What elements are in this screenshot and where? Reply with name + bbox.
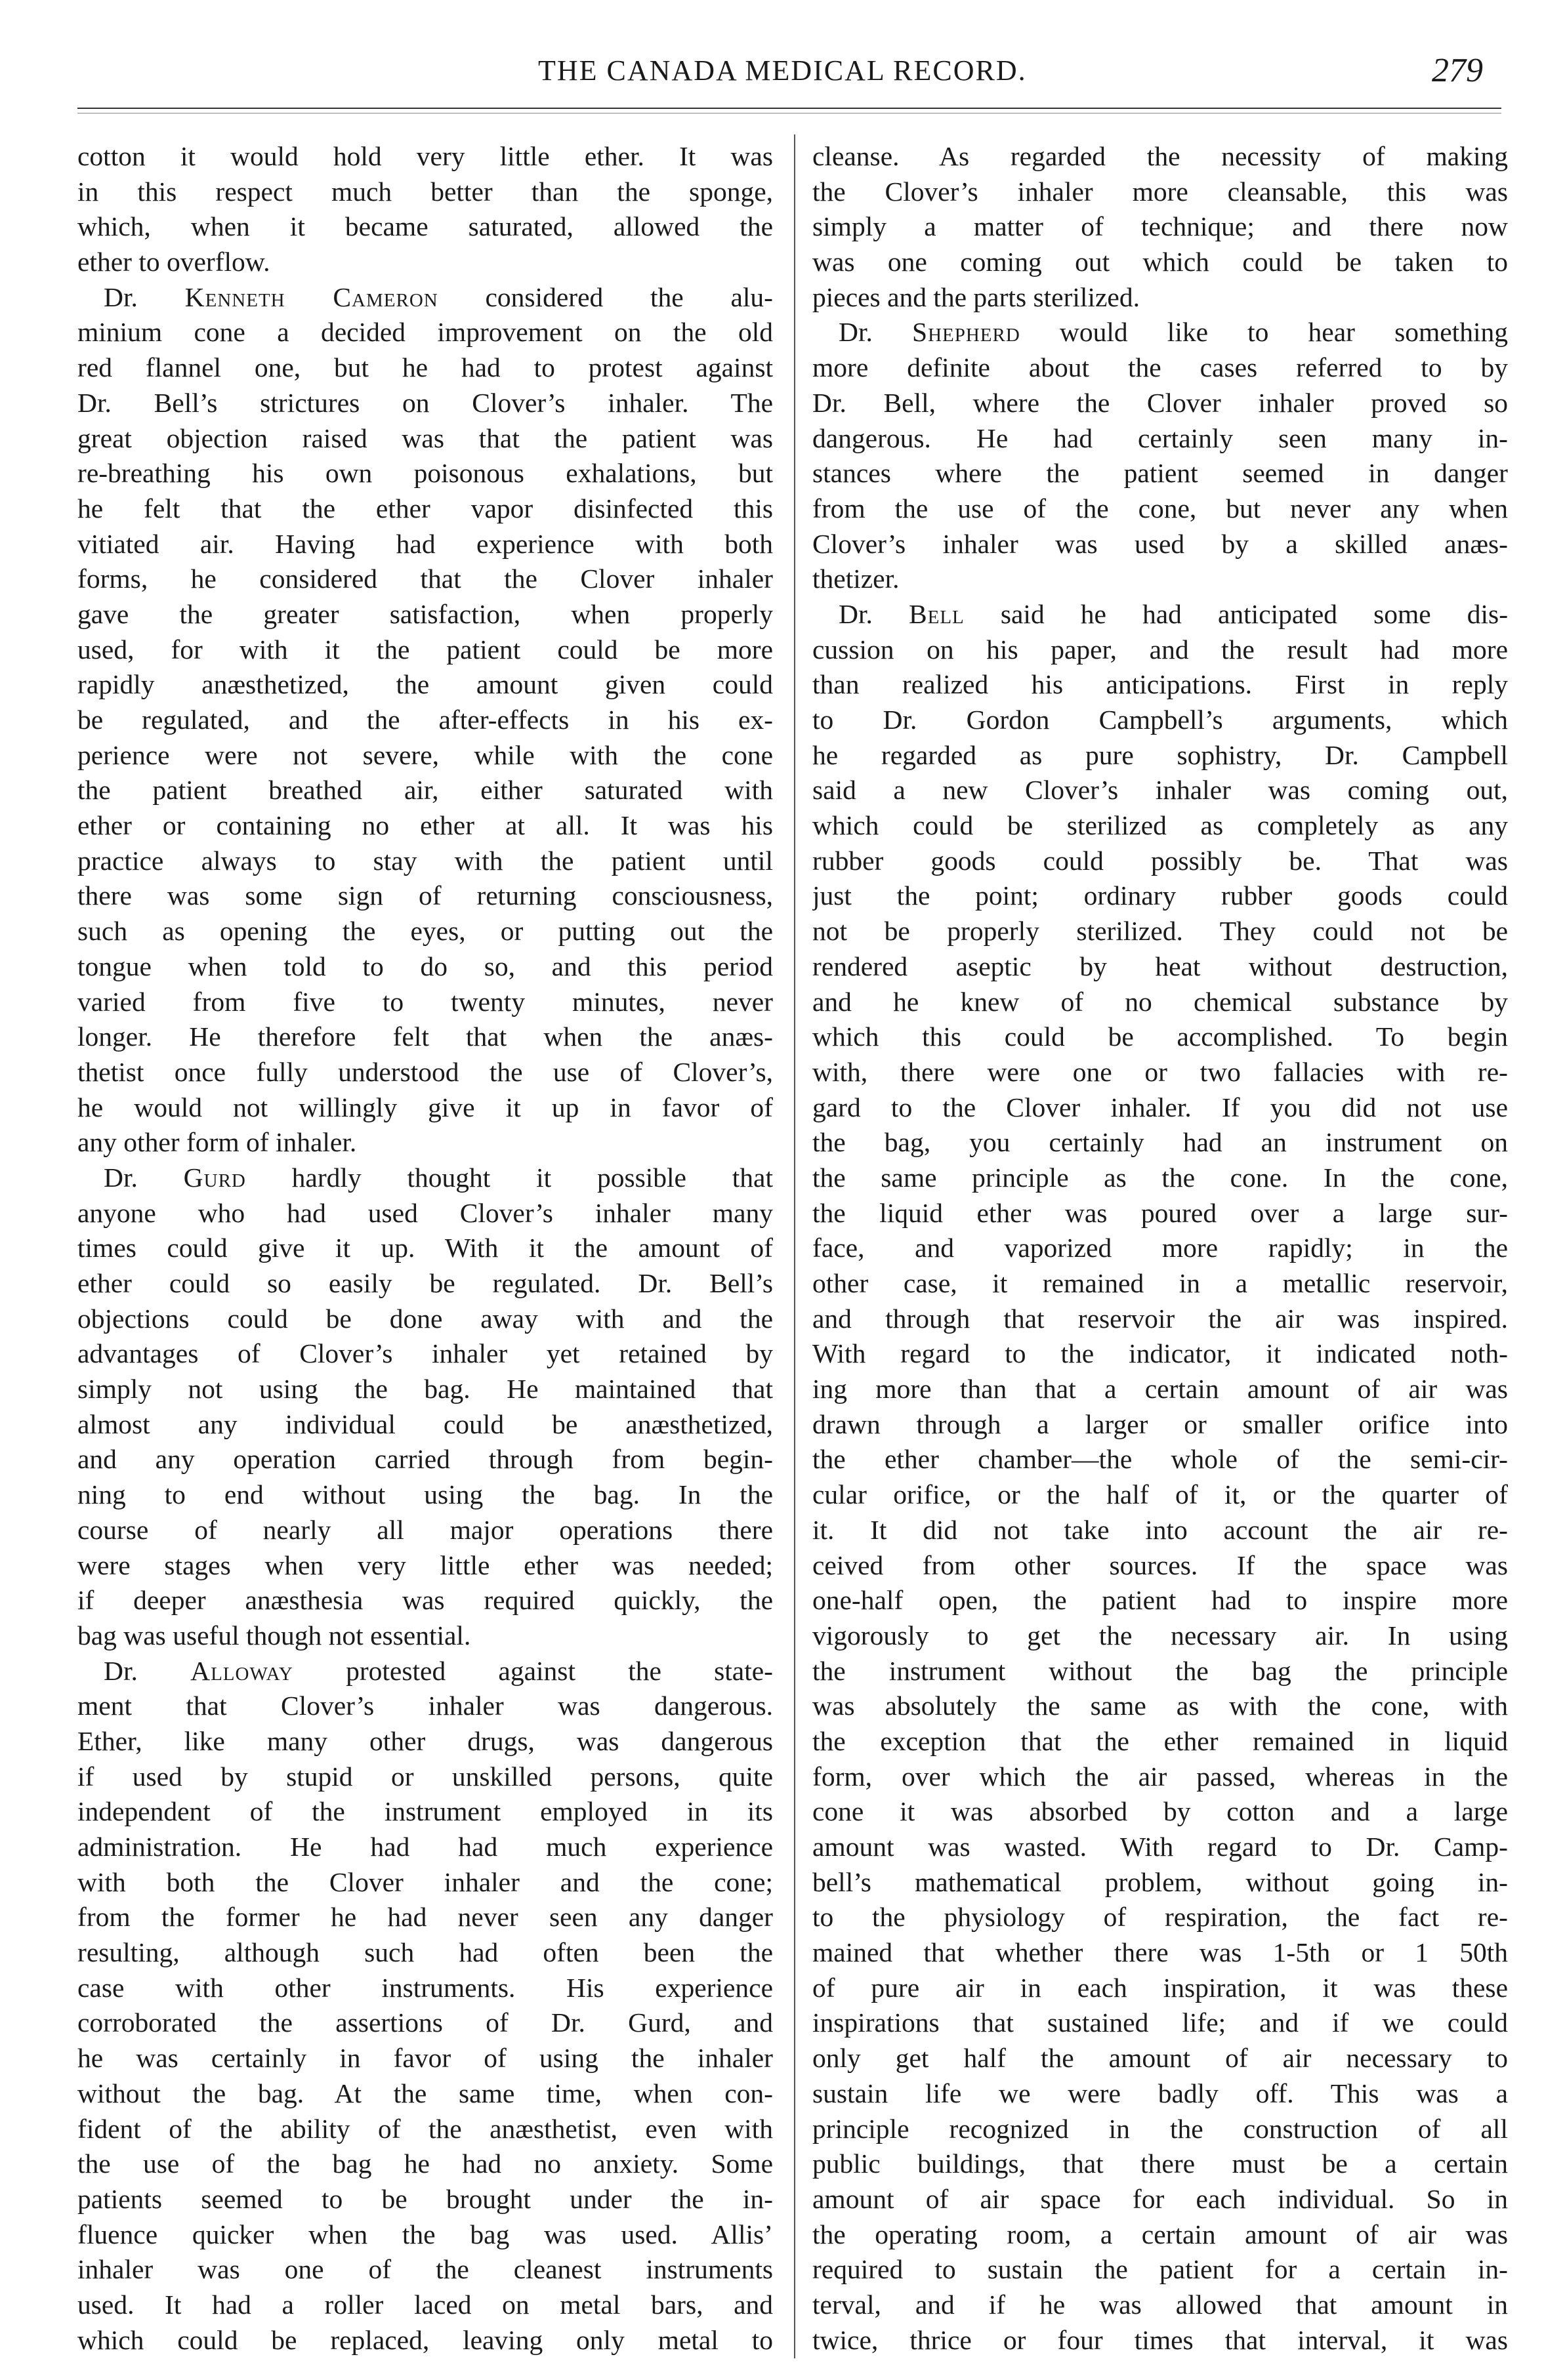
text-line: the operating room, a certain amount of air was [812,2219,1508,2249]
text-line: required to sustain the patient for a certain in- [812,2254,1508,2285]
text-line: of pure air in each inspiration, it was these [812,1972,1508,2003]
text-line: and any operation carried through from begin- [77,1444,773,1475]
text-line: stances where the patient seemed in danger [812,458,1508,489]
speaker-prefix: Dr. [104,1655,191,1686]
text-line: rapidly anæsthetized, the amount given could [77,669,773,700]
text-line: it. It did not take into account the air re- [812,1514,1508,1545]
text-line: vitiated air. Having had experience with both [77,528,773,559]
text-line: used, for with it the patient could be more [77,634,773,665]
text-line: forms, he considered that the Clover inhaler [77,564,773,594]
text-line: Dr. Bell’s strictures on Clover’s inhaler. The [77,387,773,418]
text-line: ing more than that a certain amount of air was [812,1374,1508,1405]
text-line: ether could so easily be regulated. Dr. Bell’s [77,1268,773,1298]
running-head [0,54,1565,100]
text-line: perience were not severe, while with the cone [77,739,773,770]
text-line: if deeper anæsthesia was required quickly, the [77,1585,773,1616]
line-text: hardly thought it possible that [245,1162,773,1193]
text-line: the liquid ether was poured over a large sur- [812,1197,1508,1228]
text-line: he would not willingly give it up in favor of [77,1092,773,1122]
text-line: practice always to stay with the patient until [77,845,773,876]
text-line: case with other instruments. His experience [77,1972,773,2003]
line-text: protested against the state- [293,1655,773,1686]
text-line: the same principle as the cone. In the cone, [812,1162,1508,1193]
text-line [77,1654,773,1689]
text-line: from the use of the cone, but never any when [812,493,1508,523]
text-line: amount was wasted. With regard to Dr. Camp- [812,1832,1508,1862]
text-line: varied from five to twenty minutes, never [77,986,773,1017]
text-line: course of nearly all major operations there [77,1514,773,1545]
text-line: which could be sterilized as completely as any [812,810,1508,841]
text-line: more definite about the cases referred to by [812,352,1508,383]
text-line: bell’s mathematical problem, without going in- [812,1866,1508,1897]
text-line: Dr. Bell, where the Clover inhaler proved so [812,387,1508,418]
text-line: was one coming out which could be taken to [812,247,1508,277]
text-line: fident of the ability of the anæsthetist, even with [77,2113,773,2144]
text-line: sustain life we were badly off. This was a [812,2078,1508,2108]
text-line: to Dr. Gordon Campbell’s arguments, which [812,705,1508,735]
text-line: the patient breathed air, either saturated with [77,775,773,806]
text-line: administration. He had had much experience [77,1832,773,1862]
header-rule [77,108,1501,109]
text-line: objections could be done away with and the [77,1303,773,1334]
text-line: ether to overflow. [77,247,270,277]
text-line: minium cone a decided improvement on the old [77,317,773,348]
text-line: advantages of Clover’s inhaler yet retained by [77,1338,773,1369]
line-text: said he had anticipated some dis- [964,598,1508,629]
text-line: cussion on his paper, and the result had more [812,634,1508,665]
text-line: tongue when told to do so, and this period [77,951,773,981]
text-line: cotton it would hold very little ether. It was [77,141,773,171]
text-line: he felt that the ether vapor disinfected this [77,493,773,523]
text-line: the bag, you certainly had an instrument on [812,1127,1508,1158]
text-line: pieces and the parts sterilized. [812,281,1140,312]
text-line: dangerous. He had certainly seen many in- [812,422,1508,453]
text-line: and he knew of no chemical substance by [812,986,1508,1017]
text-line: the ether chamber—the whole of the semi-cir- [812,1444,1508,1475]
text-line: he regarded as pure sophistry, Dr. Campbell [812,739,1508,770]
text-line: corroborated the assertions of Dr. Gurd, and [77,2007,773,2038]
speaker-name: Bell [908,598,965,629]
text-line: the instrument without the bag the principle [812,1655,1508,1686]
text-line: was absolutely the same as with the cone, with [812,1691,1508,1721]
speaker-name: Gurd [183,1162,246,1193]
text-line: ment that Clover’s inhaler was dangerous. [77,1691,773,1721]
text-line: only get half the amount of air necessary to [812,2043,1508,2074]
text-line [812,597,1508,632]
text-line: in this respect much better than the sponge, [77,176,773,207]
text-line: face, and vaporized more rapidly; in the [812,1233,1508,1263]
text-line: gard to the Clover inhaler. If you did not use [812,1092,1508,1122]
text-line: anyone who had used Clover’s inhaler many [77,1197,773,1228]
text-line: inhaler was one of the cleanest instruments [77,2254,773,2285]
left-column [77,139,773,2358]
text-line: not be properly sterilized. They could not be [812,916,1508,947]
journal-title: THE CANADA MEDICAL RECORD. [538,54,1027,87]
text-line: gave the greater satisfaction, when properly [77,598,773,629]
text-line: the Clover’s inhaler more cleansable, this was [812,176,1508,207]
speaker-name: Alloway [190,1655,293,1686]
text-line: than realized his anticipations. First in reply [812,669,1508,700]
text-line: rubber goods could possibly be. That was [812,845,1508,876]
text-line [77,280,773,316]
text-line [812,315,1508,350]
text-line: ether or containing no ether at all. It was his [77,810,773,841]
text-line: fluence quicker when the bag was used. Allis’ [77,2219,773,2249]
text-line: simply a matter of technique; and there now [812,211,1508,242]
text-line: cular orifice, or the half of it, or the quarter of [812,1479,1508,1510]
text-line: ning to end without using the bag. In the [77,1479,773,1510]
text-line: Clover’s inhaler was used by a skilled anæs- [812,528,1508,559]
column-divider [794,134,795,2358]
text-line: without the bag. At the same time, when con- [77,2078,773,2108]
text-line: be regulated, and the after-effects in his ex- [77,705,773,735]
text-line: were stages when very little ether was needed; [77,1549,773,1580]
text-line: there was some sign of returning consciousness, [77,880,773,911]
text-line: terval, and if he was allowed that amount in [812,2289,1508,2320]
text-line: vigorously to get the necessary air. In using [812,1620,1508,1651]
text-line: just the point; ordinary rubber goods could [812,880,1508,911]
text-line: cleanse. As regarded the necessity of making [812,141,1508,171]
text-line: the use of the bag he had no anxiety. Some [77,2148,773,2179]
text-line: Ether, like many other drugs, was dangerous [77,1725,773,1756]
text-line: longer. He therefore felt that when the anæs- [77,1021,773,1052]
text-line: one-half open, the patient had to inspire more [812,1585,1508,1616]
text-line: twice, thrice or four times that interval, it was [812,2324,1508,2355]
text-line [77,1160,773,1196]
text-line: independent of the instrument employed in its [77,1796,773,1827]
line-text: considered the alu- [438,281,773,312]
text-line: thetist once fully understood the use of Clover’s, [77,1056,773,1087]
text-line: thetizer. [812,564,900,594]
text-line: patients seemed to be brought under the in- [77,2183,773,2214]
right-column [812,139,1508,2358]
text-line: drawn through a larger or smaller orifice into [812,1408,1508,1439]
text-line: with, there were one or two fallacies with re- [812,1056,1508,1087]
text-line: such as opening the eyes, or putting out the [77,916,773,947]
text-line: mained that whether there was 1-5th or 1 50th [812,1937,1508,1968]
text-line: and through that reservoir the air was inspired. [812,1303,1508,1334]
line-text: would like to hear something [1020,317,1508,348]
speaker-prefix: Dr. [839,598,909,629]
text-line: form, over which the air passed, whereas in the [812,1761,1508,1792]
speaker-prefix: Dr. [104,1162,184,1193]
text-line: which, when it became saturated, allowed the [77,211,773,242]
text-line: cone it was absorbed by cotton and a large [812,1796,1508,1827]
text-line: which this could be accomplished. To begin [812,1021,1508,1052]
speaker-prefix: Dr. [104,281,185,312]
text-line: simply not using the bag. He maintained that [77,1374,773,1405]
text-line: used. It had a roller laced on metal bars, and [77,2289,773,2320]
text-line: re-breathing his own poisonous exhalations, but [77,458,773,489]
text-line: other case, it remained in a metallic reservoir, [812,1268,1508,1298]
text-line: he was certainly in favor of using the inhaler [77,2043,773,2074]
page-number: 279 [1432,52,1483,89]
text-line: red flannel one, but he had to protest against [77,352,773,383]
text-line: public buildings, that there must be a certain [812,2148,1508,2179]
text-line: from the former he had never seen any danger [77,1902,773,1933]
text-line: to the physiology of respiration, the fact re- [812,1902,1508,1933]
text-line: inspirations that sustained life; and if we could [812,2007,1508,2038]
speaker-prefix: Dr. [839,317,912,348]
speaker-name: Shepherd [912,317,1020,348]
text-line: rendered aseptic by heat without destruction, [812,951,1508,981]
text-line: ceived from other sources. If the space was [812,1549,1508,1580]
speaker-name: Kenneth Cameron [184,281,438,312]
text-line: With regard to the indicator, it indicated noth- [812,1338,1508,1369]
text-line: bag was useful though not essential. [77,1620,471,1651]
text-line: with both the Clover inhaler and the cone; [77,1866,773,1897]
text-line: almost any individual could be anæsthetized, [77,1408,773,1439]
text-line: resulting, although such had often been the [77,1937,773,1968]
text-line: which could be replaced, leaving only metal to [77,2324,773,2355]
text-line: great objection raised was that the patient was [77,422,773,453]
text-line: principle recognized in the construction of all [812,2113,1508,2144]
text-line: if used by stupid or unskilled persons, quite [77,1761,773,1792]
text-line: amount of air space for each individual. So in [812,2183,1508,2214]
text-line: the exception that the ether remained in liquid [812,1725,1508,1756]
text-line: said a new Clover’s inhaler was coming out, [812,775,1508,806]
text-line: times could give it up. With it the amount of [77,1233,773,1263]
text-line: any other form of inhaler. [77,1127,357,1158]
